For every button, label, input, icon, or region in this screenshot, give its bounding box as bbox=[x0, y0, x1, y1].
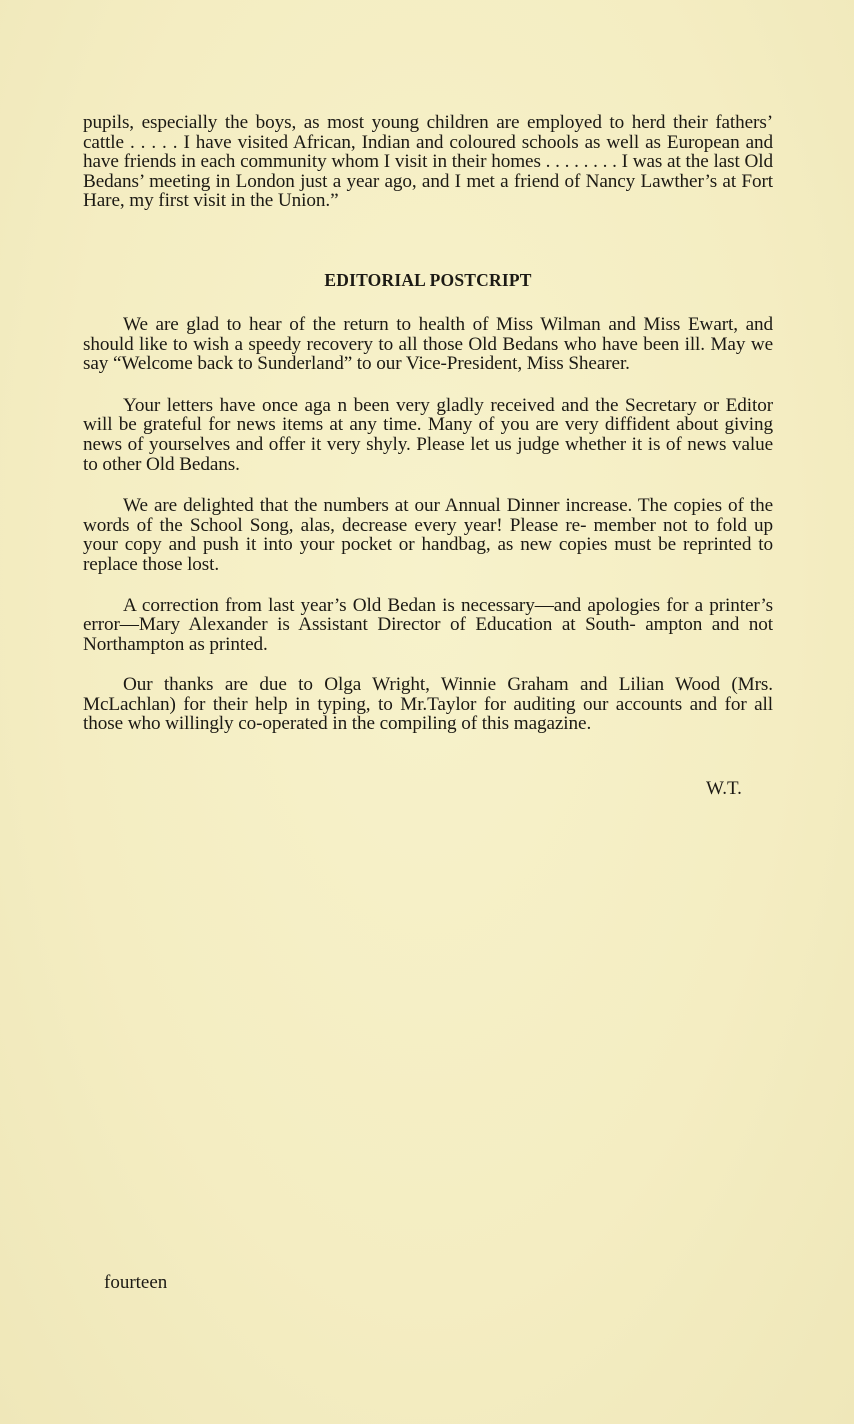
section-heading: EDITORIAL POSTCRIPT bbox=[324, 269, 532, 290]
paragraph-correction: A correction from last year’s Old Bedan is necessary—and apologies for a printer’s error—Mary Alexander is Assistant Director of Education at South- ampton and not Northampton as printed. bbox=[83, 594, 773, 655]
paragraph-recovery: We are glad to hear of the return to health of Miss Wilman and Miss Ewart, and should like to wish a speedy recovery to all those Old Bedans who have been ill. May we say “Welcome back to Sunderland” to our Vice-President, Miss Shearer. bbox=[83, 313, 773, 375]
page-number: fourteen bbox=[104, 1272, 168, 1293]
intro-paragraph: pupils, especially the boys, as most young children are employed to herd their fathers’ cattle . . . . . I have visited African, Indian and coloured schools as well as European and have friends in each community whom I visit in their homes . . . . . . . . I was at the last Old Bedans’ meeting in London just a year ago, and I met a friend of Nancy Lawther’s at Fort Hare, my first visit in the Union.” bbox=[83, 112, 773, 212]
paragraph-thanks: Our thanks are due to Olga Wright, Winnie Graham and Lilian Wood (Mrs. McLachlan) for their help in typing, to Mr.Taylor for auditing our accounts and for all those who willingly co-operated in the compiling of this magazine. bbox=[83, 674, 773, 735]
paragraph-dinner: We are delighted that the numbers at our Annual Dinner increase. The copies of the words of the School Song, alas, decrease every year! Please re- member not to fold up your copy and push it into your pocket or handbag, as new copies must be reprinted to replace those lost. bbox=[83, 495, 773, 575]
signature-initials: W.T. bbox=[706, 778, 742, 799]
page-content bbox=[83, 113, 773, 734]
paragraph-letters: Your letters have once aga n been very gladly received and the Secretary or Editor will be grateful for news items at any time. Many of you are very diffident about giving news of yourselves and offer it very shyly. Please let us judge whether it is of news value to other Old Bedans. bbox=[83, 394, 773, 475]
